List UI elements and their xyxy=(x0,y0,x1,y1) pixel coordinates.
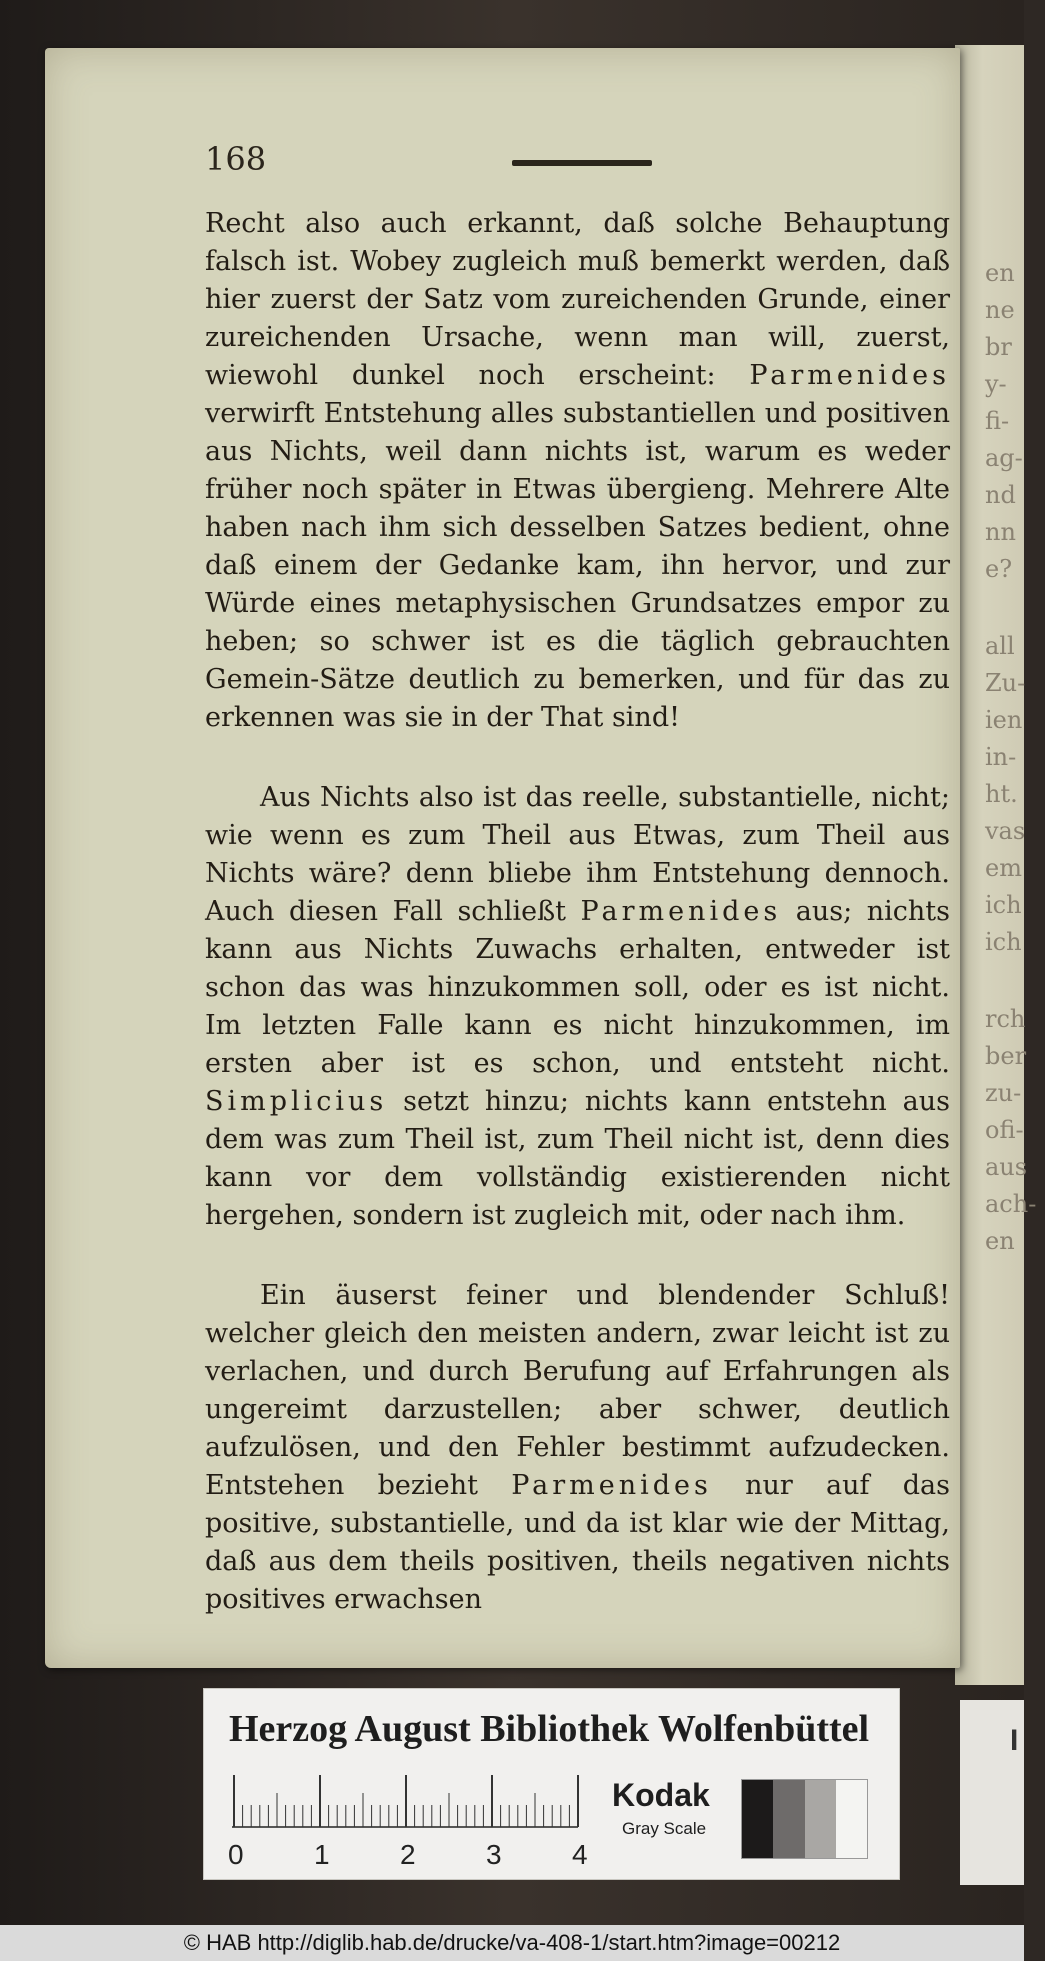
text-run: verwirft Entstehung alles substantiellen und positiven aus Nichts, weil dann nichts ist, warum es weder früher noch später in Etwas übergieng. Mehrere Alte haben nach ihm sich desselben Satzes bedient, ohne daß einem der Gedanke kam, ihn hervor, und zur Würde eines metaphysischen Grundsatzes empor zu heben; so schwer ist es die täglich gebrauchten Gemein-Sätze deutlich zu bemerken, und für das zu erkennen was sie in der That sind! xyxy=(205,398,950,733)
text-run: aus; nichts kann aus Nichts Zuwachs erhalten, entweder ist schon das was hinzukommen soll, oder es ist nicht. Im letzten Falle kann es nicht hinzukommen, im ersten aber ist es schon, und entsteht nicht. xyxy=(205,896,950,1079)
page-number: 168 xyxy=(205,140,267,178)
bleed-through-text: ich xyxy=(985,928,1022,956)
ruler-scale xyxy=(226,1769,586,1869)
bleed-through-text: all xyxy=(985,632,1015,660)
bleed-through-text: nd xyxy=(985,481,1016,509)
gray-swatch xyxy=(773,1780,804,1858)
text-run: Aus Nichts also ist das reelle, substantielle, nicht; wie wenn es zum Theil aus Etwas, zum Theil aus Nichts wäre? denn bliebe ihm Entstehung dennoch. Auch diesen Fall schließt xyxy=(205,782,950,927)
bleed-through-text: en xyxy=(985,259,1015,287)
bleed-through-text: br xyxy=(985,333,1012,361)
gray-swatch xyxy=(742,1780,773,1858)
page-text xyxy=(205,205,950,1661)
bleed-through-text: zu- xyxy=(985,1079,1022,1107)
bleed-through-text: ht. xyxy=(985,780,1018,808)
bleed-through-text: y- xyxy=(985,370,1007,398)
bleed-through-text: e? xyxy=(985,555,1013,583)
text-run: Recht also auch erkannt, daß solche Behauptung falsch ist. Wobey zugleich muß bemerkt werden, daß hier zuerst der Satz vom zureichenden Grunde, einer zureichenden Ursache, wenn man will, zuerst, wiewohl dunkel noch erscheint: xyxy=(205,208,950,391)
paragraph xyxy=(205,205,950,737)
gray-swatches xyxy=(741,1779,868,1859)
paragraph xyxy=(205,1277,950,1619)
bleed-through-text: in- xyxy=(985,743,1017,771)
spaced-name: Parmenides xyxy=(749,360,950,391)
library-name: Herzog August Bibliothek Wolfenbüttel xyxy=(229,1708,870,1750)
ruler-label: 2 xyxy=(400,1839,416,1870)
text-run: setzt hinzu; nichts kann entstehn aus dem was zum Theil ist, zum Theil nicht ist, denn dies kann vor dem vollständig existierenden nicht hergehen, sondern ist zugleich mit, oder nach ihm. xyxy=(205,1086,950,1231)
adjacent-page xyxy=(955,45,1037,1685)
gray-swatch xyxy=(836,1780,867,1858)
paragraph xyxy=(205,779,950,1235)
bleed-through-text: vas xyxy=(985,817,1026,845)
color-calibration-card xyxy=(203,1688,900,1880)
bleed-through-text: ach- xyxy=(985,1190,1037,1218)
spaced-name: Parmenides xyxy=(580,896,782,927)
bleed-through-text: ag- xyxy=(985,444,1023,472)
header-rule xyxy=(512,160,652,166)
gray-scale-label: Gray Scale xyxy=(622,1819,707,1838)
kodak-logo: Kodak xyxy=(612,1777,710,1813)
copyright-footer: © HAB http://diglib.hab.de/drucke/va-408-1/start.htm?image=00212 xyxy=(0,1925,1024,1961)
bleed-through-text: ien xyxy=(985,706,1023,734)
text-run: Ein äuserst feiner und blendender Schluß! welcher gleich den meisten andern, zwar leicht ist zu verlachen, und durch Berufung auf Erfahrungen als ungereimt darzustellen; aber schwer, deutlich aufzulösen, und den Fehler bestimmt aufzudecken. Entstehen bezieht xyxy=(205,1280,950,1501)
gray-swatch xyxy=(805,1780,836,1858)
bleed-through-text: Zu- xyxy=(985,669,1026,697)
bleed-through-text: ich xyxy=(985,891,1022,919)
bleed-through-text: fi- xyxy=(985,407,1010,435)
card-fragment-letter: I xyxy=(1010,1724,1019,1757)
bleed-through-text: nn xyxy=(985,518,1016,546)
bleed-through-text: rch xyxy=(985,1005,1026,1033)
text-run: nur auf das positive, substantielle, und da ist klar wie der Mittag, daß aus dem theils positiven, theils negativen nichts positives erwachsen xyxy=(205,1470,950,1615)
bleed-through-text: en xyxy=(985,1227,1015,1255)
spaced-name: Parmenides xyxy=(511,1470,712,1501)
bleed-through-text: ofi- xyxy=(985,1116,1024,1144)
second-card-fragment xyxy=(960,1700,1024,1885)
ruler-label: 4 xyxy=(572,1839,588,1870)
bleed-through-text: ne xyxy=(985,296,1015,324)
spaced-name: Simplicius xyxy=(205,1086,388,1117)
bleed-through-text: em xyxy=(985,854,1022,882)
ruler-label: 0 xyxy=(228,1839,244,1870)
bleed-through-text: aus xyxy=(985,1153,1028,1181)
ruler-label: 3 xyxy=(486,1839,502,1870)
bleed-through-text: ber xyxy=(985,1042,1027,1070)
ruler-label: 1 xyxy=(314,1839,330,1870)
